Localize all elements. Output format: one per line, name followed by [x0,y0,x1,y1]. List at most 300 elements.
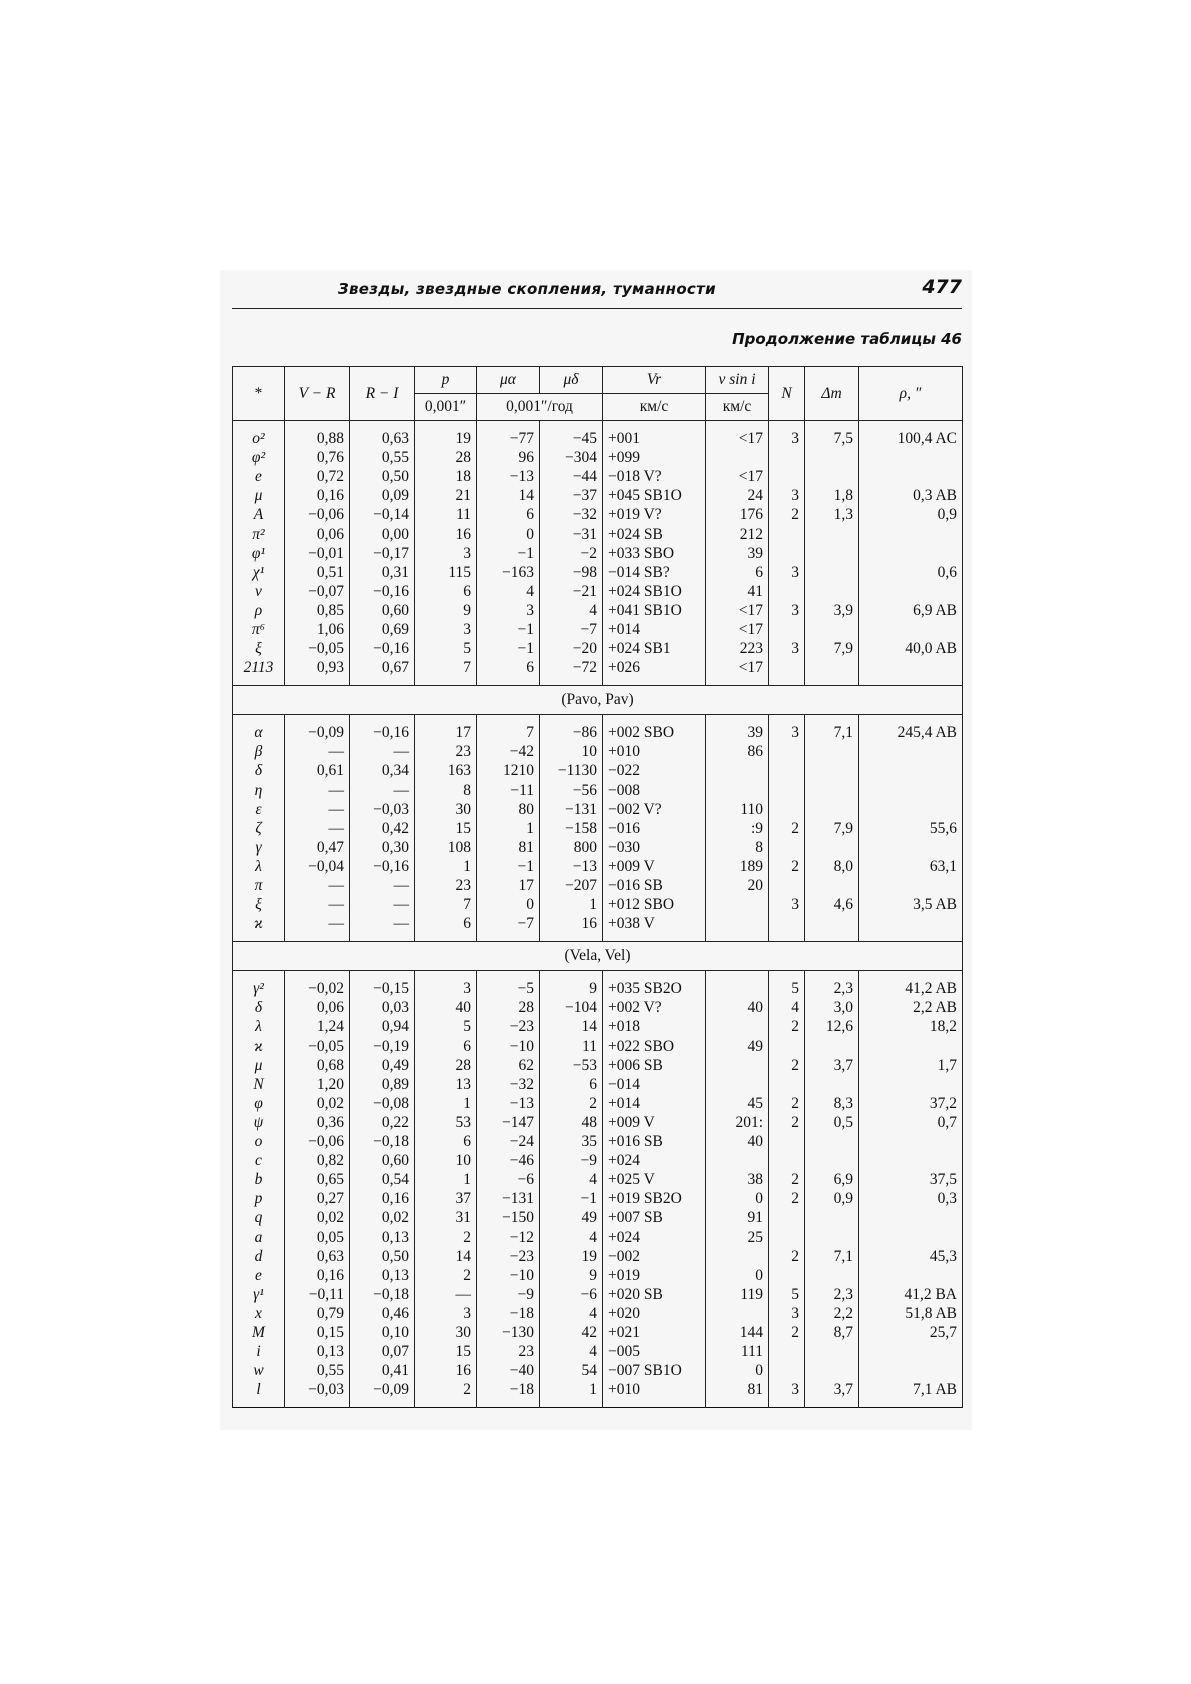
cell-parallax: 2 [415,1266,477,1285]
spacer-cell [350,715,415,724]
cell-rho: 63,1 [859,857,963,876]
cell-v-minus-r: 0,82 [285,1151,350,1170]
cell-v-sin-i: 24 [706,486,769,505]
cell-mu-delta: −86 [540,723,603,742]
cell-mu-delta: 10 [540,742,603,761]
cell-v-sin-i: 40 [706,1132,769,1151]
cell-mu-alpha: −147 [477,1113,540,1132]
cell-delta-m: 3,9 [805,601,859,620]
cell-v-sin-i: <17 [706,601,769,620]
cell-parallax: 31 [415,1208,477,1227]
cell-n: 2 [769,1017,805,1036]
cell-star: φ [233,1094,285,1113]
cell-star: χ¹ [233,563,285,582]
cell-v-sin-i: 144 [706,1323,769,1342]
cell-n [769,544,805,563]
cell-parallax: 16 [415,524,477,543]
cell-radial-velocity: +024 SB1O [603,582,706,601]
cell-r-minus-i: 0,34 [350,761,415,780]
cell-v-sin-i: 91 [706,1208,769,1227]
cell-mu-alpha: 6 [477,658,540,677]
table-row [233,524,963,543]
cell-mu-delta: 1 [540,1380,603,1399]
spacer-cell [350,421,415,430]
spacer-cell [706,1399,769,1408]
spacer-row [233,421,963,430]
spacer-cell [285,933,350,942]
cell-v-sin-i [706,448,769,467]
cell-mu-delta: −44 [540,467,603,486]
cell-mu-alpha: −23 [477,1017,540,1036]
cell-delta-m: 6,9 [805,1170,859,1189]
cell-v-sin-i: 39 [706,544,769,563]
cell-parallax: 28 [415,448,477,467]
table-row [233,620,963,639]
cell-mu-delta: 14 [540,1017,603,1036]
cell-r-minus-i: 0,02 [350,1208,415,1227]
cell-mu-alpha: 1210 [477,761,540,780]
cell-v-sin-i: 212 [706,524,769,543]
cell-v-sin-i [706,979,769,998]
cell-parallax: 108 [415,838,477,857]
cell-star: p [233,1189,285,1208]
cell-v-sin-i: 81 [706,1380,769,1399]
cell-rho [859,620,963,639]
cell-r-minus-i: −0,16 [350,723,415,742]
cell-rho: 51,8 AB [859,1304,963,1323]
cell-v-sin-i: 0 [706,1266,769,1285]
cell-radial-velocity: −002 V? [603,800,706,819]
cell-mu-delta: −131 [540,800,603,819]
cell-star: π⁶ [233,620,285,639]
cell-n [769,1361,805,1380]
cell-parallax: 1 [415,1094,477,1113]
cell-parallax: 23 [415,876,477,895]
cell-radial-velocity: +001 [603,429,706,448]
cell-delta-m [805,658,859,677]
cell-mu-alpha: −12 [477,1227,540,1246]
spacer-cell [603,933,706,942]
spacer-cell [805,715,859,724]
cell-star: d [233,1247,285,1266]
cell-v-minus-r: — [285,895,350,914]
cell-rho: 0,3 AB [859,486,963,505]
cell-n [769,467,805,486]
cell-radial-velocity: +021 [603,1323,706,1342]
spacer-cell [350,1399,415,1408]
cell-r-minus-i: −0,18 [350,1285,415,1304]
cell-radial-velocity: −018 V? [603,467,706,486]
cell-v-sin-i: 176 [706,505,769,524]
cell-parallax: 40 [415,998,477,1017]
cell-mu-alpha: −77 [477,429,540,448]
cell-mu-alpha: −150 [477,1208,540,1227]
cell-v-minus-r: −0,07 [285,582,350,601]
cell-delta-m [805,914,859,933]
cell-radial-velocity: −014 [603,1075,706,1094]
constellation-section-row [233,686,963,715]
cell-r-minus-i: −0,19 [350,1037,415,1056]
cell-parallax: 28 [415,1056,477,1075]
col-star: * [233,367,285,421]
spacer-cell [415,677,477,686]
cell-delta-m: 7,9 [805,639,859,658]
table-row [233,742,963,761]
cell-parallax: 30 [415,800,477,819]
cell-radial-velocity: +020 [603,1304,706,1323]
cell-mu-delta: 9 [540,979,603,998]
cell-delta-m: 7,9 [805,819,859,838]
cell-parallax: 13 [415,1075,477,1094]
table-row [233,1323,963,1342]
cell-rho: 45,3 [859,1247,963,1266]
cell-r-minus-i: 0,22 [350,1113,415,1132]
cell-radial-velocity: +022 SBO [603,1037,706,1056]
cell-radial-velocity: +006 SB [603,1056,706,1075]
spacer-row [233,1399,963,1408]
cell-mu-alpha: 3 [477,601,540,620]
spacer-cell [233,1399,285,1408]
cell-n [769,582,805,601]
spacer-cell [415,933,477,942]
table-body [233,421,963,1408]
page-header [232,278,962,309]
spacer-cell [415,1399,477,1408]
cell-v-sin-i: <17 [706,429,769,448]
table-row [233,544,963,563]
table-row [233,1380,963,1399]
cell-r-minus-i: — [350,781,415,800]
cell-mu-alpha: 7 [477,723,540,742]
table-row [233,1094,963,1113]
spacer-cell [540,971,603,980]
cell-v-sin-i: 8 [706,838,769,857]
cell-delta-m [805,781,859,800]
col-mu-delta: μδ [540,367,603,394]
unit-radial-velocity: км/с [603,394,706,421]
cell-v-minus-r: −0,06 [285,505,350,524]
cell-r-minus-i: −0,15 [350,979,415,998]
spacer-cell [859,971,963,980]
cell-parallax: 7 [415,658,477,677]
cell-rho: 37,2 [859,1094,963,1113]
cell-parallax: 6 [415,914,477,933]
cell-v-minus-r: 0,16 [285,486,350,505]
cell-mu-delta: 19 [540,1247,603,1266]
cell-radial-velocity: +024 SB1 [603,639,706,658]
cell-n [769,838,805,857]
cell-delta-m [805,1266,859,1285]
cell-v-minus-r: — [285,876,350,895]
cell-r-minus-i: — [350,914,415,933]
cell-mu-alpha: −13 [477,1094,540,1113]
spacer-cell [706,677,769,686]
cell-v-sin-i: 189 [706,857,769,876]
cell-n: 3 [769,1304,805,1323]
table-row [233,857,963,876]
col-parallax: p [415,367,477,394]
cell-r-minus-i: 0,31 [350,563,415,582]
cell-r-minus-i: 0,41 [350,1361,415,1380]
spacer-cell [350,971,415,980]
spacer-cell [477,933,540,942]
cell-delta-m [805,800,859,819]
spacer-cell [477,715,540,724]
cell-radial-velocity: +002 SBO [603,723,706,742]
cell-mu-alpha: −131 [477,1189,540,1208]
table-row [233,639,963,658]
table-row [233,1151,963,1170]
cell-delta-m: 7,1 [805,723,859,742]
cell-rho [859,800,963,819]
table-row [233,582,963,601]
cell-star: o [233,1132,285,1151]
cell-delta-m: 3,7 [805,1380,859,1399]
cell-r-minus-i: −0,18 [350,1132,415,1151]
cell-delta-m: 2,2 [805,1304,859,1323]
cell-r-minus-i: 0,07 [350,1342,415,1361]
spacer-cell [415,421,477,430]
cell-r-minus-i: 0,03 [350,998,415,1017]
cell-radial-velocity: +025 V [603,1170,706,1189]
spacer-cell [233,933,285,942]
col-n: N [769,367,805,421]
cell-star: η [233,781,285,800]
cell-parallax: 7 [415,895,477,914]
cell-n [769,914,805,933]
cell-r-minus-i: −0,16 [350,639,415,658]
cell-v-sin-i: 39 [706,723,769,742]
spacer-cell [285,677,350,686]
cell-star: γ² [233,979,285,998]
cell-v-minus-r: −0,04 [285,857,350,876]
cell-v-minus-r: 0,47 [285,838,350,857]
cell-radial-velocity: +024 [603,1151,706,1170]
cell-r-minus-i: −0,17 [350,544,415,563]
cell-v-sin-i: 119 [706,1285,769,1304]
cell-radial-velocity: −005 [603,1342,706,1361]
cell-mu-delta: 48 [540,1113,603,1132]
cell-v-sin-i: 201: [706,1113,769,1132]
cell-parallax: 6 [415,1037,477,1056]
cell-v-sin-i [706,1017,769,1036]
cell-radial-velocity: −007 SB1O [603,1361,706,1380]
spacer-row [233,933,963,942]
cell-v-sin-i [706,1304,769,1323]
cell-star: ϰ [233,1037,285,1056]
cell-mu-alpha: 62 [477,1056,540,1075]
cell-v-minus-r: −0,09 [285,723,350,742]
cell-v-minus-r: 0,02 [285,1094,350,1113]
col-radial-velocity: Vr [603,367,706,394]
cell-mu-delta: 9 [540,1266,603,1285]
cell-radial-velocity: +099 [603,448,706,467]
cell-radial-velocity: +041 SB1O [603,601,706,620]
cell-mu-alpha: −11 [477,781,540,800]
cell-delta-m [805,524,859,543]
cell-rho [859,1266,963,1285]
cell-delta-m: 2,3 [805,979,859,998]
cell-n: 2 [769,1323,805,1342]
cell-delta-m: 0,9 [805,1189,859,1208]
cell-radial-velocity: +012 SBO [603,895,706,914]
cell-parallax: 30 [415,1323,477,1342]
cell-v-sin-i: 0 [706,1189,769,1208]
cell-mu-alpha: −24 [477,1132,540,1151]
cell-v-minus-r: 0,88 [285,429,350,448]
cell-mu-alpha: 0 [477,895,540,914]
cell-v-minus-r: — [285,914,350,933]
cell-v-minus-r: 0,68 [285,1056,350,1075]
cell-v-minus-r: 0,55 [285,1361,350,1380]
cell-radial-velocity: +007 SB [603,1208,706,1227]
cell-r-minus-i: −0,16 [350,857,415,876]
table-row [233,800,963,819]
cell-parallax: 9 [415,601,477,620]
cell-delta-m [805,1208,859,1227]
spacer-cell [477,971,540,980]
cell-n [769,1227,805,1246]
cell-star: q [233,1208,285,1227]
cell-rho [859,1361,963,1380]
spacer-cell [603,715,706,724]
cell-n [769,1151,805,1170]
cell-mu-alpha: 81 [477,838,540,857]
cell-mu-delta: 2 [540,1094,603,1113]
cell-n: 3 [769,486,805,505]
table-row [233,1132,963,1151]
cell-mu-delta: −6 [540,1285,603,1304]
table-row [233,723,963,742]
cell-parallax: 19 [415,429,477,448]
table-row [233,1037,963,1056]
col-delta-m: Δm [805,367,859,421]
cell-r-minus-i: 0,50 [350,1247,415,1266]
table-row [233,429,963,448]
table-continuation-caption: Продолжение таблицы 46 [732,330,962,348]
cell-n: 3 [769,563,805,582]
cell-mu-alpha: −163 [477,563,540,582]
cell-r-minus-i: 0,13 [350,1227,415,1246]
cell-mu-delta: −20 [540,639,603,658]
cell-parallax: 3 [415,979,477,998]
cell-rho: 0,6 [859,563,963,582]
cell-n: 2 [769,1170,805,1189]
cell-star: α [233,723,285,742]
cell-mu-alpha: −1 [477,544,540,563]
cell-radial-velocity: +010 [603,1380,706,1399]
spacer-cell [285,1399,350,1408]
cell-v-minus-r: −0,11 [285,1285,350,1304]
cell-delta-m: 8,7 [805,1323,859,1342]
cell-delta-m [805,582,859,601]
cell-radial-velocity: −014 SB? [603,563,706,582]
cell-v-minus-r: 1,06 [285,620,350,639]
cell-delta-m: 7,1 [805,1247,859,1266]
cell-rho: 2,2 AB [859,998,963,1017]
spacer-cell [805,677,859,686]
spacer-cell [859,1399,963,1408]
cell-v-minus-r: — [285,800,350,819]
table-header [233,367,963,421]
cell-rho [859,1075,963,1094]
cell-star: μ [233,1056,285,1075]
table-row [233,914,963,933]
cell-mu-alpha: 96 [477,448,540,467]
cell-rho: 7,1 AB [859,1380,963,1399]
cell-v-sin-i: :9 [706,819,769,838]
cell-rho: 3,5 AB [859,895,963,914]
spacer-cell [805,1399,859,1408]
cell-n [769,1037,805,1056]
table-row [233,1113,963,1132]
spacer-cell [540,933,603,942]
cell-rho [859,467,963,486]
cell-star: ϰ [233,914,285,933]
cell-mu-alpha: 0 [477,524,540,543]
cell-r-minus-i: 0,60 [350,1151,415,1170]
cell-star: φ¹ [233,544,285,563]
spacer-cell [603,971,706,980]
col-mu-alpha: μα [477,367,540,394]
spacer-cell [769,971,805,980]
star-data-table [232,366,963,1408]
cell-parallax: 18 [415,467,477,486]
cell-mu-alpha: −13 [477,467,540,486]
cell-v-minus-r: 0,27 [285,1189,350,1208]
table-row [233,658,963,677]
cell-delta-m [805,1075,859,1094]
cell-delta-m: 12,6 [805,1017,859,1036]
cell-mu-delta: −32 [540,505,603,524]
cell-v-minus-r: 0,06 [285,998,350,1017]
cell-mu-delta: −21 [540,582,603,601]
spacer-cell [540,1399,603,1408]
cell-delta-m [805,544,859,563]
cell-v-sin-i: 86 [706,742,769,761]
cell-mu-delta: −98 [540,563,603,582]
cell-mu-delta: −7 [540,620,603,639]
cell-delta-m [805,761,859,780]
cell-star: β [233,742,285,761]
table-row [233,467,963,486]
spacer-cell [603,677,706,686]
cell-rho [859,448,963,467]
col-v-sin-i: v sin i [706,367,769,394]
cell-v-minus-r: −0,01 [285,544,350,563]
table-row [233,1247,963,1266]
cell-rho: 6,9 AB [859,601,963,620]
col-r-minus-i: R − I [350,367,415,421]
cell-mu-delta: 35 [540,1132,603,1151]
cell-delta-m [805,838,859,857]
cell-star: γ [233,838,285,857]
cell-mu-alpha: 80 [477,800,540,819]
cell-radial-velocity: −002 [603,1247,706,1266]
book-page [220,270,972,1430]
cell-star: φ² [233,448,285,467]
cell-n: 2 [769,1056,805,1075]
cell-radial-velocity: +024 [603,1227,706,1246]
cell-radial-velocity: +009 V [603,1113,706,1132]
running-title: Звезды, звездные скопления, туманности [338,280,716,298]
table-row [233,1227,963,1246]
cell-parallax: 5 [415,639,477,658]
cell-parallax: 8 [415,781,477,800]
table-row [233,838,963,857]
cell-rho: 40,0 AB [859,639,963,658]
cell-v-sin-i: <17 [706,658,769,677]
